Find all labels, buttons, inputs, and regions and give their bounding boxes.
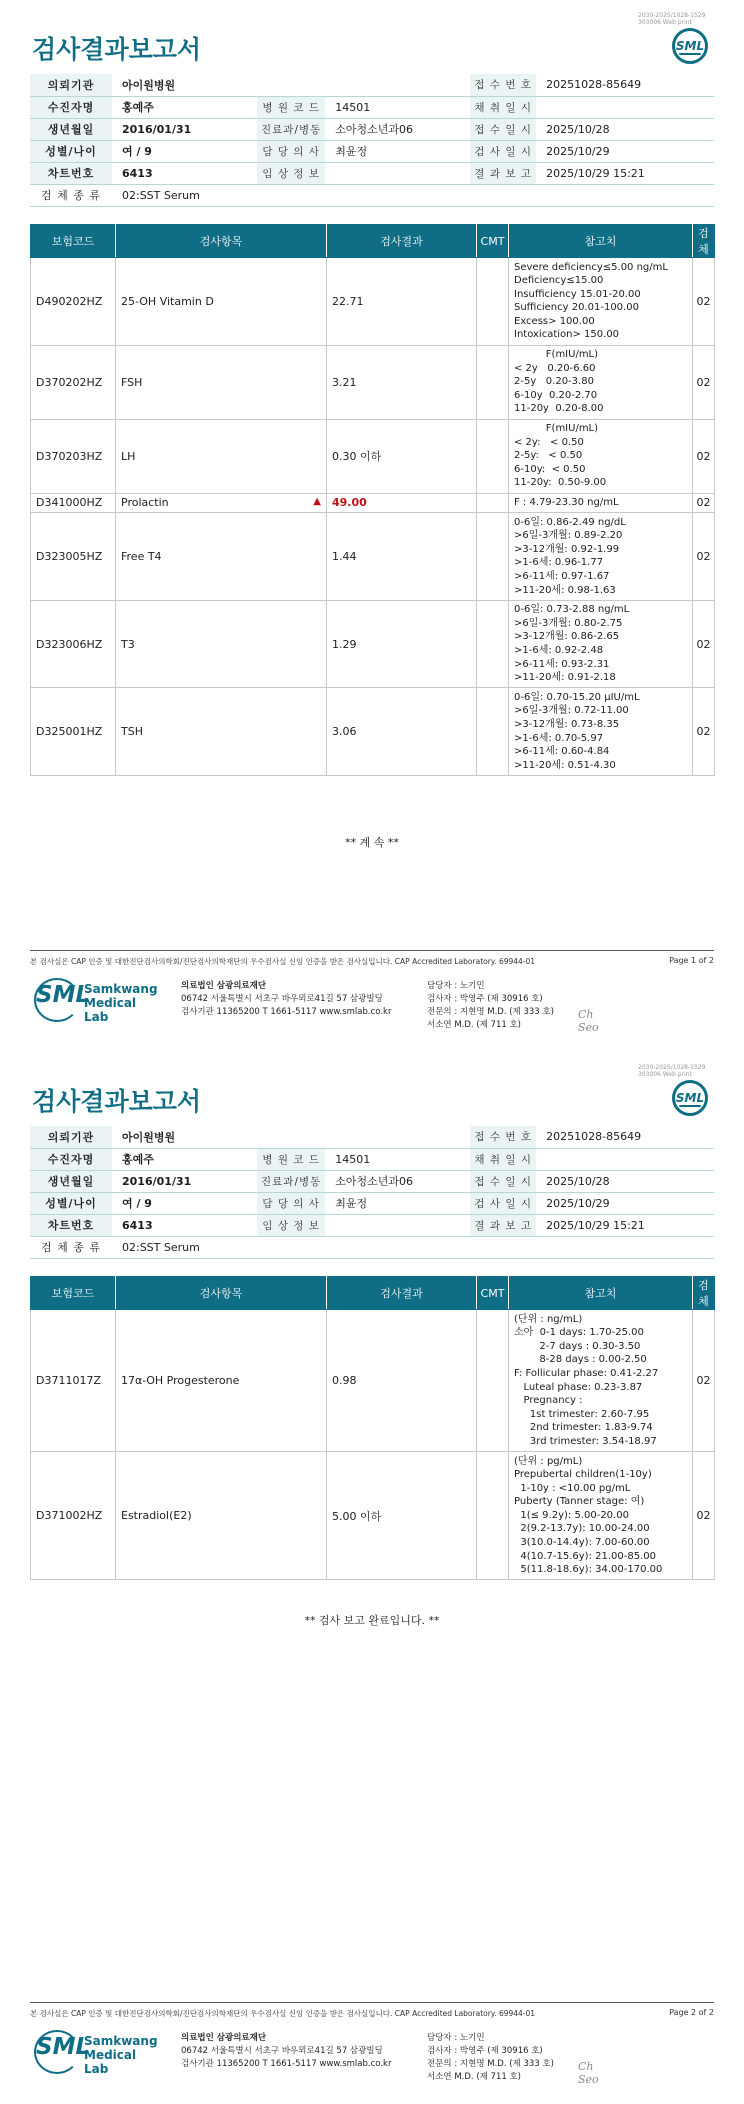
info-label [257, 74, 325, 96]
info-value: 최윤정 [325, 140, 470, 162]
info-value [325, 162, 470, 184]
info-label: 결 과 보 고 [470, 1214, 536, 1236]
watermark: 2030-2025/1028-1529 303006 Web print [638, 1064, 706, 1078]
test-item-name: Free T4 [121, 549, 162, 563]
info-label: 접 수 번 호 [470, 1126, 536, 1148]
info-value: 최윤정 [325, 1192, 470, 1214]
info-label: 검 사 일 시 [470, 1192, 536, 1214]
test-result: 1.29 [327, 600, 477, 688]
page-number: Page 2 of 2 [669, 2008, 714, 2017]
info-label: 병 원 코 드 [257, 96, 325, 118]
cmt-cell [477, 258, 509, 346]
result-row [31, 258, 715, 346]
info-value: 02:SST Serum [112, 1236, 257, 1258]
test-result: 22.71 [327, 258, 477, 346]
info-value: 2016/01/31 [112, 1170, 257, 1192]
test-item [116, 345, 327, 419]
info-label [257, 184, 325, 206]
info-value [325, 74, 470, 96]
lab-staff: 담당자 : 노기민 검사자 : 박영주 (제 30916 호) 전문의 : 지현명 M.D. (제 333 호) 서소연 M.D. (제 711 호) [427, 2033, 554, 2082]
info-value: 20251028-85649 [536, 1126, 714, 1148]
reference-range: F(mIU/mL) < 2y 0.20-6.60 2-5y 0.20-3.80 6-10y 0.20-2.70 11-20y 0.20-8.00 [509, 345, 693, 419]
insurance-code: D370203HZ [31, 419, 116, 493]
test-result: 3.06 [327, 688, 477, 776]
info-label: 결 과 보 고 [470, 162, 536, 184]
info-row [30, 1170, 714, 1192]
info-label: 생년월일 [30, 118, 112, 140]
info-label: 성별/나이 [30, 1192, 112, 1214]
patient-info-table [30, 74, 714, 207]
specimen-code: 02 [693, 345, 715, 419]
specimen-code: 02 [693, 1310, 715, 1452]
result-row [31, 345, 715, 419]
info-value: 홍예주 [112, 1148, 257, 1170]
info-label: 임 상 정 보 [257, 162, 325, 184]
info-label: 접 수 일 시 [470, 118, 536, 140]
info-value [325, 1126, 470, 1148]
specimen-code: 02 [693, 600, 715, 688]
test-item-name: Prolactin [121, 496, 169, 510]
cmt-cell [477, 419, 509, 493]
info-label: 차트번호 [30, 1214, 112, 1236]
specimen-code: 02 [693, 419, 715, 493]
test-result: 5.00 이하 [327, 1452, 477, 1580]
info-value: 홍예주 [112, 96, 257, 118]
signature: Ch Seo [578, 2060, 599, 2086]
cmt-cell [477, 493, 509, 513]
specimen-code: 02 [693, 258, 715, 346]
info-value: 소아청소년과06 [325, 118, 470, 140]
info-value: 2025/10/29 15:21 [536, 1214, 714, 1236]
insurance-code: D325001HZ [31, 688, 116, 776]
info-row [30, 140, 714, 162]
info-value: 아이원병원 [112, 74, 257, 96]
footer-divider [30, 2002, 714, 2003]
column-header: 검체 [693, 1277, 715, 1310]
info-value [325, 1214, 470, 1236]
test-item [116, 513, 327, 601]
results-header-row [31, 225, 715, 258]
result-row [31, 688, 715, 776]
info-row [30, 1192, 714, 1214]
info-value: 2016/01/31 [112, 118, 257, 140]
info-value: 2025/10/29 15:21 [536, 162, 714, 184]
test-item-name: Estradiol(E2) [121, 1509, 192, 1523]
info-label: 검 사 일 시 [470, 140, 536, 162]
cmt-cell [477, 1452, 509, 1580]
specimen-code: 02 [693, 1452, 715, 1580]
result-row [31, 493, 715, 513]
result-row [31, 419, 715, 493]
sml-logo: SML [672, 1080, 708, 1116]
insurance-code: D323006HZ [31, 600, 116, 688]
accreditation-note: 본 검사실은 CAP 인증 및 대한진단검사의학회/진단검사의학재단의 우수검사실 신임 인증을 받은 검사실입니다. CAP Accredited Laboratory. 69944-01 [30, 957, 536, 966]
reference-range: Severe deficiency≤5.00 ng/mL Deficiency≤15.00 Insufficiency 15.01-20.00 Sufficiency 20.01-100.00 Excess> 100.00 Intoxication> 150.00 [509, 258, 693, 346]
result-row [31, 1310, 715, 1452]
info-label: 검 체 종 류 [30, 184, 112, 206]
complete-note: ** 검사 보고 완료입니다. ** [304, 1614, 440, 1627]
samkwang-logo: SML Samkwang Medical Lab [36, 2030, 156, 2076]
test-item-name: FSH [121, 375, 143, 389]
reference-range: 0-6일: 0.73-2.88 ng/mL >6일-3개월: 0.80-2.75 >3-12개월: 0.86-2.65 >1-6세: 0.92-2.48 >6-11세: 0.93-2.31 >11-20세: 0.91-2.18 [509, 600, 693, 688]
cmt-cell [477, 345, 509, 419]
column-header: 참고치 [509, 1277, 693, 1310]
info-value: 14501 [325, 96, 470, 118]
info-value [536, 1148, 714, 1170]
info-label: 성별/나이 [30, 140, 112, 162]
info-label: 임 상 정 보 [257, 1214, 325, 1236]
insurance-code: D323005HZ [31, 513, 116, 601]
info-value: 6413 [112, 1214, 257, 1236]
reference-range: F(mIU/mL) < 2y: < 0.50 2-5y: < 0.50 6-10y: < 0.50 11-20y: 0.50-9.00 [509, 419, 693, 493]
info-label: 의뢰기관 [30, 74, 112, 96]
info-value: 14501 [325, 1148, 470, 1170]
info-value: 2025/10/28 [536, 118, 714, 140]
column-header: 검사결과 [327, 225, 477, 258]
insurance-code: D3711017Z [31, 1310, 116, 1452]
test-item-name: 17α-OH Progesterone [121, 1374, 240, 1387]
reference-range: 0-6일: 0.86-2.49 ng/dL >6일-3개월: 0.89-2.20 >3-12개월: 0.92-1.99 >1-6세: 0.96-1.77 >6-11세: 0.97-1.67 >11-20세: 0.98-1.63 [509, 513, 693, 601]
info-row [30, 96, 714, 118]
column-header: 검사항목 [116, 1277, 327, 1310]
column-header: 검사결과 [327, 1277, 477, 1310]
reference-range: (단위 : ng/mL) 소아 0-1 days: 1.70-25.00 2-7 days : 0.30-3.50 8-28 days : 0.00-2.50 F: Follicular phase: 0.41-2.27 Luteal phase: 0.23-3.87 Pregnancy : 1st trimester: 2.60-7.95 2nd trimester: 1.83-9.74 3rd trimester: 3.54-18.97 [509, 1310, 693, 1452]
info-value: 2025/10/28 [536, 1170, 714, 1192]
cmt-cell [477, 688, 509, 776]
result-row [31, 513, 715, 601]
info-label: 차트번호 [30, 162, 112, 184]
test-item [116, 1310, 327, 1452]
info-value [536, 96, 714, 118]
test-item-name: LH [121, 449, 136, 463]
cmt-cell [477, 513, 509, 601]
results-table [30, 1276, 715, 1580]
insurance-code: D341000HZ [31, 493, 116, 513]
patient-info-table [30, 1126, 714, 1259]
info-value [325, 184, 470, 206]
cmt-cell [477, 600, 509, 688]
watermark: 2030-2025/1028-1529 303006 Web print [638, 12, 706, 26]
continue-note: ** 계 속 ** [345, 836, 399, 849]
cmt-cell [477, 1310, 509, 1452]
report-page-2 [0, 1052, 744, 2104]
test-item [116, 419, 327, 493]
column-header: 보험코드 [31, 1277, 116, 1310]
reference-range: (단위 : pg/mL) Prepubertal children(1-10y) 1-10y : <10.00 pg/mL Puberty (Tanner stage: 여) 1(≤ 9.2y): 5.00-20.00 2(9.2-13.7y): 10.00-24.00 3(10.0-14.4y): 7.00-60.00 4(10.7-15.6y): 21.00-85.00 5(11.8-18.6y): 34.00-170.00 [509, 1452, 693, 1580]
lab-staff: 담당자 : 노기민 검사자 : 박영주 (제 30916 호) 전문의 : 지현명 M.D. (제 333 호) 서소연 M.D. (제 711 호) [427, 981, 554, 1030]
results-header-row [31, 1277, 715, 1310]
specimen-code: 02 [693, 688, 715, 776]
info-label: 수진자명 [30, 1148, 112, 1170]
lab-address: 의료법인 삼광의료재단 06742 서울특별시 서초구 바우뫼로41길 57 삼광빌딩 검사기관 11365200 T 1661-5117 www.smlab.co.kr [181, 981, 392, 1017]
info-row [30, 1236, 714, 1258]
info-label: 담 당 의 사 [257, 140, 325, 162]
info-label: 병 원 코 드 [257, 1148, 325, 1170]
results-table [30, 224, 715, 776]
column-header: 보험코드 [31, 225, 116, 258]
info-label: 진료과/병동 [257, 118, 325, 140]
info-label [470, 1236, 536, 1258]
info-row [30, 118, 714, 140]
info-row [30, 162, 714, 184]
specimen-code: 02 [693, 493, 715, 513]
info-value: 여 / 9 [112, 1192, 257, 1214]
column-header: CMT [477, 225, 509, 258]
test-result: 0.30 이하 [327, 419, 477, 493]
test-item [116, 258, 327, 346]
info-value: 02:SST Serum [112, 184, 257, 206]
column-header: 검사항목 [116, 225, 327, 258]
high-flag-icon: ▲ [313, 496, 321, 508]
info-row [30, 1148, 714, 1170]
test-item [116, 600, 327, 688]
insurance-code: D490202HZ [31, 258, 116, 346]
info-value [536, 1236, 714, 1258]
test-result: 0.98 [327, 1310, 477, 1452]
info-value [325, 1236, 470, 1258]
info-row [30, 184, 714, 206]
column-header: CMT [477, 1277, 509, 1310]
info-label [257, 1236, 325, 1258]
sml-logo: SML [672, 28, 708, 64]
info-label: 접 수 일 시 [470, 1170, 536, 1192]
test-result: 49.00 [327, 493, 477, 513]
info-label: 채 취 일 시 [470, 1148, 536, 1170]
result-row [31, 600, 715, 688]
info-label [470, 184, 536, 206]
test-item-name: TSH [121, 725, 143, 739]
page-number: Page 1 of 2 [669, 956, 714, 965]
test-result: 3.21 [327, 345, 477, 419]
signature: Ch Seo [578, 1008, 599, 1034]
test-result: 1.44 [327, 513, 477, 601]
info-value: 2025/10/29 [536, 1192, 714, 1214]
test-item-name: T3 [121, 637, 135, 651]
info-label: 생년월일 [30, 1170, 112, 1192]
specimen-code: 02 [693, 513, 715, 601]
column-header: 검체 [693, 225, 715, 258]
column-header: 참고치 [509, 225, 693, 258]
test-item [116, 1452, 327, 1580]
info-label: 의뢰기관 [30, 1126, 112, 1148]
info-value: 6413 [112, 162, 257, 184]
report-title: 검사결과보고서 [32, 35, 202, 64]
info-value: 여 / 9 [112, 140, 257, 162]
info-label: 접 수 번 호 [470, 74, 536, 96]
info-value: 2025/10/29 [536, 140, 714, 162]
info-label: 검 체 종 류 [30, 1236, 112, 1258]
accreditation-note: 본 검사실은 CAP 인증 및 대한진단검사의학회/진단검사의학재단의 우수검사실 신임 인증을 받은 검사실입니다. CAP Accredited Laboratory. 69944-01 [30, 2009, 536, 2018]
info-value: 아이원병원 [112, 1126, 257, 1148]
reference-range: 0-6일: 0.70-15.20 μIU/mL >6일-3개월: 0.72-11.00 >3-12개월: 0.73-8.35 >1-6세: 0.70-5.97 >6-11세: 0.60-4.84 >11-20세: 0.51-4.30 [509, 688, 693, 776]
info-row [30, 1126, 714, 1148]
reference-range: F : 4.79-23.30 ng/mL [509, 493, 693, 513]
test-item [116, 688, 327, 776]
info-label: 채 취 일 시 [470, 96, 536, 118]
info-value [536, 184, 714, 206]
footer-divider [30, 950, 714, 951]
info-row [30, 1214, 714, 1236]
test-item-name: 25-OH Vitamin D [121, 294, 214, 308]
info-label: 진료과/병동 [257, 1170, 325, 1192]
info-label: 수진자명 [30, 96, 112, 118]
insurance-code: D370202HZ [31, 345, 116, 419]
info-value: 20251028-85649 [536, 74, 714, 96]
test-item [116, 493, 327, 513]
info-row [30, 74, 714, 96]
lab-address: 의료법인 삼광의료재단 06742 서울특별시 서초구 바우뫼로41길 57 삼광빌딩 검사기관 11365200 T 1661-5117 www.smlab.co.kr [181, 2033, 392, 2069]
report-title: 검사결과보고서 [32, 1087, 202, 1116]
info-label [257, 1126, 325, 1148]
insurance-code: D371002HZ [31, 1452, 116, 1580]
samkwang-logo: SML Samkwang Medical Lab [36, 978, 156, 1024]
info-value: 소아청소년과06 [325, 1170, 470, 1192]
result-row [31, 1452, 715, 1580]
info-label: 담 당 의 사 [257, 1192, 325, 1214]
